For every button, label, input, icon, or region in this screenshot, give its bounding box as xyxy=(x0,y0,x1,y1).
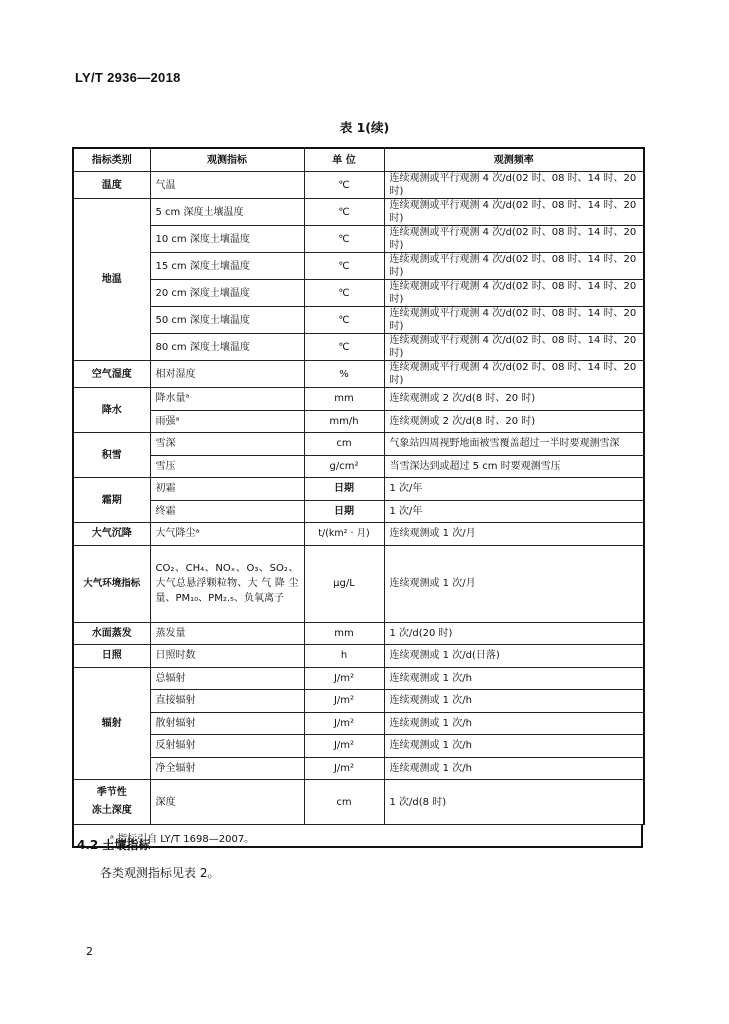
frequency-cell: 连续观测或 1 次/h xyxy=(384,712,644,735)
unit-cell: ℃ xyxy=(304,307,384,334)
indicator-cell: 总辐射 xyxy=(150,667,304,690)
frequency-cell: 1 次/年 xyxy=(384,478,644,501)
table-row xyxy=(73,622,644,645)
unit-cell: μg/L xyxy=(304,545,384,622)
unit-cell: J/m² xyxy=(304,667,384,690)
indicator-cell: 大气降尘ᵃ xyxy=(150,523,304,546)
table-row xyxy=(73,172,644,199)
frequency-cell: 连续观测或 1 次/月 xyxy=(384,545,644,622)
unit-cell: t/(km² · 月) xyxy=(304,523,384,546)
unit-cell: J/m² xyxy=(304,757,384,780)
observation-table xyxy=(72,147,645,825)
page-number: 2 xyxy=(86,945,93,958)
indicator-cell: 雪压 xyxy=(150,455,304,478)
table-row xyxy=(73,757,644,780)
indicator-cell: 降水量ᵃ xyxy=(150,388,304,411)
frequency-cell: 连续观测或平行观测 4 次/d(02 时、08 时、14 时、20 时) xyxy=(384,199,644,226)
category-cell: 温度 xyxy=(73,172,150,199)
unit-cell: % xyxy=(304,361,384,388)
frequency-cell: 连续观测或 2 次/d(8 时、20 时) xyxy=(384,410,644,433)
category-cell: 降水 xyxy=(73,388,150,433)
indicator-cell: 散射辐射 xyxy=(150,712,304,735)
unit-cell: cm xyxy=(304,780,384,825)
table-caption: 表 1(续) xyxy=(339,120,390,135)
unit-cell: h xyxy=(304,645,384,668)
category-line: 冻土深度 xyxy=(91,805,132,816)
category-cell: 霜期 xyxy=(73,478,150,523)
indicator-cell: 20 cm 深度土壤温度 xyxy=(150,280,304,307)
frequency-cell: 连续观测或 1 次/h xyxy=(384,667,644,690)
unit-cell: mm xyxy=(304,622,384,645)
unit-cell: ℃ xyxy=(304,334,384,361)
table-row xyxy=(73,545,644,622)
frequency-cell: 1 次/d(20 时) xyxy=(384,622,644,645)
indicator-cell: 初霜 xyxy=(150,478,304,501)
standard-code: LY/T 2936—2018 xyxy=(75,70,181,85)
table-row xyxy=(73,410,644,433)
frequency-cell: 当雪深达到或超过 5 cm 时要观测雪压 xyxy=(384,455,644,478)
category-cell: 空气湿度 xyxy=(73,361,150,388)
table-row xyxy=(73,455,644,478)
table-row xyxy=(73,500,644,523)
unit-cell: g/cm² xyxy=(304,455,384,478)
table-row xyxy=(73,199,644,226)
indicator-cell: 净全辐射 xyxy=(150,757,304,780)
indicator-cell: 雨强ᵃ xyxy=(150,410,304,433)
indicator-cell: 终霜 xyxy=(150,500,304,523)
unit-cell: cm xyxy=(304,433,384,456)
frequency-cell: 连续观测或平行观测 4 次/d(02 时、08 时、14 时、20 时) xyxy=(384,280,644,307)
table-row xyxy=(73,307,644,334)
column-header: 观测频率 xyxy=(384,148,644,172)
frequency-cell: 连续观测或 2 次/d(8 时、20 时) xyxy=(384,388,644,411)
unit-cell: ℃ xyxy=(304,199,384,226)
category-cell xyxy=(73,780,150,825)
table-row xyxy=(73,226,644,253)
column-header: 观测指标 xyxy=(150,148,304,172)
table-row xyxy=(73,523,644,546)
frequency-cell: 1 次/d(8 时) xyxy=(384,780,644,825)
unit-cell: mm/h xyxy=(304,410,384,433)
category-cell: 日照 xyxy=(73,645,150,668)
unit-cell: ℃ xyxy=(304,172,384,199)
frequency-cell: 连续观测或平行观测 4 次/d(02 时、08 时、14 时、20 时) xyxy=(384,334,644,361)
category-cell: 辐射 xyxy=(73,667,150,780)
unit-cell: ℃ xyxy=(304,253,384,280)
unit-cell: ℃ xyxy=(304,226,384,253)
frequency-cell: 连续观测或 1 次/d(日落) xyxy=(384,645,644,668)
frequency-cell: 连续观测或平行观测 4 次/d(02 时、08 时、14 时、20 时) xyxy=(384,226,644,253)
table-row xyxy=(73,388,644,411)
indicator-cell: 15 cm 深度土壤温度 xyxy=(150,253,304,280)
table-footnote: ᵃ 指标引自 LY/T 1698—2007。 xyxy=(72,824,643,848)
indicator-cell: 相对湿度 xyxy=(150,361,304,388)
table-row xyxy=(73,735,644,758)
indicator-cell: 10 cm 深度土壤温度 xyxy=(150,226,304,253)
frequency-cell: 连续观测或 1 次/h xyxy=(384,690,644,713)
column-header: 指标类别 xyxy=(73,148,150,172)
table-row xyxy=(73,712,644,735)
category-cell: 大气环境指标 xyxy=(73,545,150,622)
section-heading: 4.2 土壤指标 xyxy=(77,838,151,852)
indicator-cell: 80 cm 深度土壤温度 xyxy=(150,334,304,361)
frequency-cell: 连续观测或 1 次/月 xyxy=(384,523,644,546)
indicator-cell: 气温 xyxy=(150,172,304,199)
table-header-row xyxy=(73,148,644,172)
table-row xyxy=(73,667,644,690)
indicator-cell: 50 cm 深度土壤温度 xyxy=(150,307,304,334)
table-row xyxy=(73,433,644,456)
table-row xyxy=(73,478,644,501)
frequency-cell: 连续观测或 1 次/h xyxy=(384,735,644,758)
indicator-cell: 直接辐射 xyxy=(150,690,304,713)
frequency-cell: 连续观测或 1 次/h xyxy=(384,757,644,780)
frequency-cell: 连续观测或平行观测 4 次/d(02 时、08 时、14 时、20 时) xyxy=(384,307,644,334)
unit-cell: mm xyxy=(304,388,384,411)
table-row xyxy=(73,780,644,825)
table-row xyxy=(73,334,644,361)
indicator-cell: 反射辐射 xyxy=(150,735,304,758)
category-line: 季节性 xyxy=(96,787,127,798)
category-cell: 地温 xyxy=(73,199,150,361)
column-header: 单 位 xyxy=(304,148,384,172)
category-cell: 积雪 xyxy=(73,433,150,478)
table-row xyxy=(73,690,644,713)
frequency-cell: 连续观测或平行观测 4 次/d(02 时、08 时、14 时、20 时) xyxy=(384,253,644,280)
category-cell: 大气沉降 xyxy=(73,523,150,546)
indicator-cell: 日照时数 xyxy=(150,645,304,668)
frequency-cell: 连续观测或平行观测 4 次/d(02 时、08 时、14 时、20 时) xyxy=(384,172,644,199)
indicator-cell: 雪深 xyxy=(150,433,304,456)
indicator-cell: 蒸发量 xyxy=(150,622,304,645)
indicator-cell: 5 cm 深度土壤温度 xyxy=(150,199,304,226)
table-row xyxy=(73,253,644,280)
table-row xyxy=(73,280,644,307)
indicator-cell: 深度 xyxy=(150,780,304,825)
unit-cell: J/m² xyxy=(304,712,384,735)
category-cell: 水面蒸发 xyxy=(73,622,150,645)
unit-cell: J/m² xyxy=(304,690,384,713)
frequency-cell: 连续观测或平行观测 4 次/d(02 时、08 时、14 时、20 时) xyxy=(384,361,644,388)
table-row xyxy=(73,645,644,668)
frequency-cell: 气象站四周视野地面被雪覆盖超过一半时要观测雪深 xyxy=(384,433,644,456)
unit-cell: ℃ xyxy=(304,280,384,307)
unit-cell: 日期 xyxy=(304,500,384,523)
unit-cell: 日期 xyxy=(304,478,384,501)
indicator-cell: CO₂、CH₄、NOₓ、O₃、SO₂、大气总悬浮颗粒物、大 气 降 尘 量、PM₁₀、PM₂.₅、负氧离子 xyxy=(150,545,304,622)
frequency-cell: 1 次/年 xyxy=(384,500,644,523)
table-row xyxy=(73,361,644,388)
unit-cell: J/m² xyxy=(304,735,384,758)
section-body: 各类观测指标见表 2。 xyxy=(100,866,220,880)
